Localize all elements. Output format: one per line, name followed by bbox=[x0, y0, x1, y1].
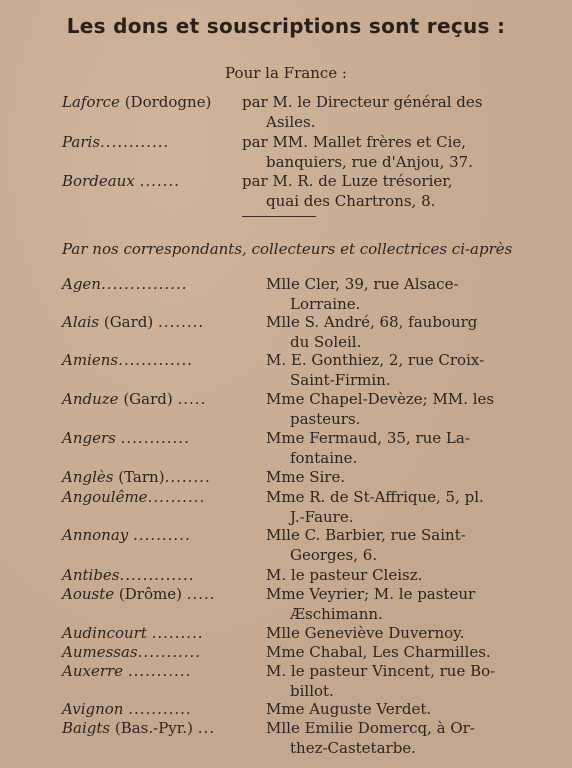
entry-text: Mlle Emilie Domercq, à Or- thez-Castetarbe. bbox=[266, 719, 475, 757]
entry-text: Mme R. de St-Affrique, 5, pl. J.-Faure. bbox=[266, 488, 484, 526]
place-name: Annonay .......... bbox=[62, 526, 191, 544]
entry-text: par M. R. de Luze trésorier, quai des Chartrons, 8. bbox=[242, 172, 453, 210]
entry-text: Mme Chapel-Devèze; MM. les pasteurs. bbox=[266, 390, 495, 428]
place-name: Laforce (Dordogne) bbox=[62, 93, 212, 111]
entry-text: M. le pasteur Vincent, rue Bo- billot. bbox=[266, 662, 496, 700]
place-name: Baigts (Bas.-Pyr.) ... bbox=[62, 719, 216, 737]
page-heading: Les dons et souscriptions sont reçus : bbox=[66, 14, 506, 38]
entry-text: par M. le Directeur général des Asiles. bbox=[242, 93, 483, 131]
entry-text: M. le pasteur Cleisz. bbox=[266, 566, 423, 584]
place-name: Aumessas........... bbox=[62, 643, 202, 661]
place-name: Alais (Gard) ........ bbox=[62, 313, 205, 331]
entry-text: Mme Chabal, Les Charmilles. bbox=[266, 643, 491, 661]
place-name: Anduze (Gard) ..... bbox=[62, 390, 207, 408]
entry-text: Mlle C. Barbier, rue Saint- Georges, 6. bbox=[266, 526, 466, 564]
place-name: Angers ............ bbox=[62, 429, 190, 447]
entry-text: Mlle Geneviève Duvernoy. bbox=[266, 624, 465, 642]
place-name: Paris............ bbox=[62, 133, 170, 151]
place-name: Angoulême.......... bbox=[62, 488, 206, 506]
place-name: Anglès (Tarn)........ bbox=[62, 468, 211, 486]
place-name: Avignon ........... bbox=[62, 700, 192, 718]
entry-text: Mlle Cler, 39, rue Alsace- Lorraine. bbox=[266, 275, 459, 313]
france-subheading: Pour la France : bbox=[225, 64, 347, 82]
entry-text: Mme Sire. bbox=[266, 468, 346, 486]
entry-text: par MM. Mallet frères et Cie, banquiers, rue d'Anjou, 37. bbox=[242, 133, 473, 171]
place-name: Aouste (Drôme) ..... bbox=[62, 585, 216, 603]
entry-text: Mme Auguste Verdet. bbox=[266, 700, 432, 718]
entry-text: Mme Veyrier; M. le pasteur Æschimann. bbox=[266, 585, 476, 623]
entry-text: Mme Fermaud, 35, rue La- fontaine. bbox=[266, 429, 470, 467]
place-name: Auxerre ........... bbox=[62, 662, 192, 680]
separator-rule bbox=[242, 216, 316, 217]
entry-text: Mlle S. André, 68, faubourg du Soleil. bbox=[266, 313, 478, 351]
place-name: Audincourt ......... bbox=[62, 624, 204, 642]
correspondents-title: Par nos correspondants, collecteurs et collectrices ci-après bbox=[62, 240, 513, 258]
place-name: Agen............... bbox=[62, 275, 188, 293]
place-name: Amiens............. bbox=[62, 351, 194, 369]
place-name: Antibes............. bbox=[62, 566, 195, 584]
place-name: Bordeaux ....... bbox=[62, 172, 180, 190]
entry-text: M. E. Gonthiez, 2, rue Croix- Saint-Firmin. bbox=[266, 351, 485, 389]
